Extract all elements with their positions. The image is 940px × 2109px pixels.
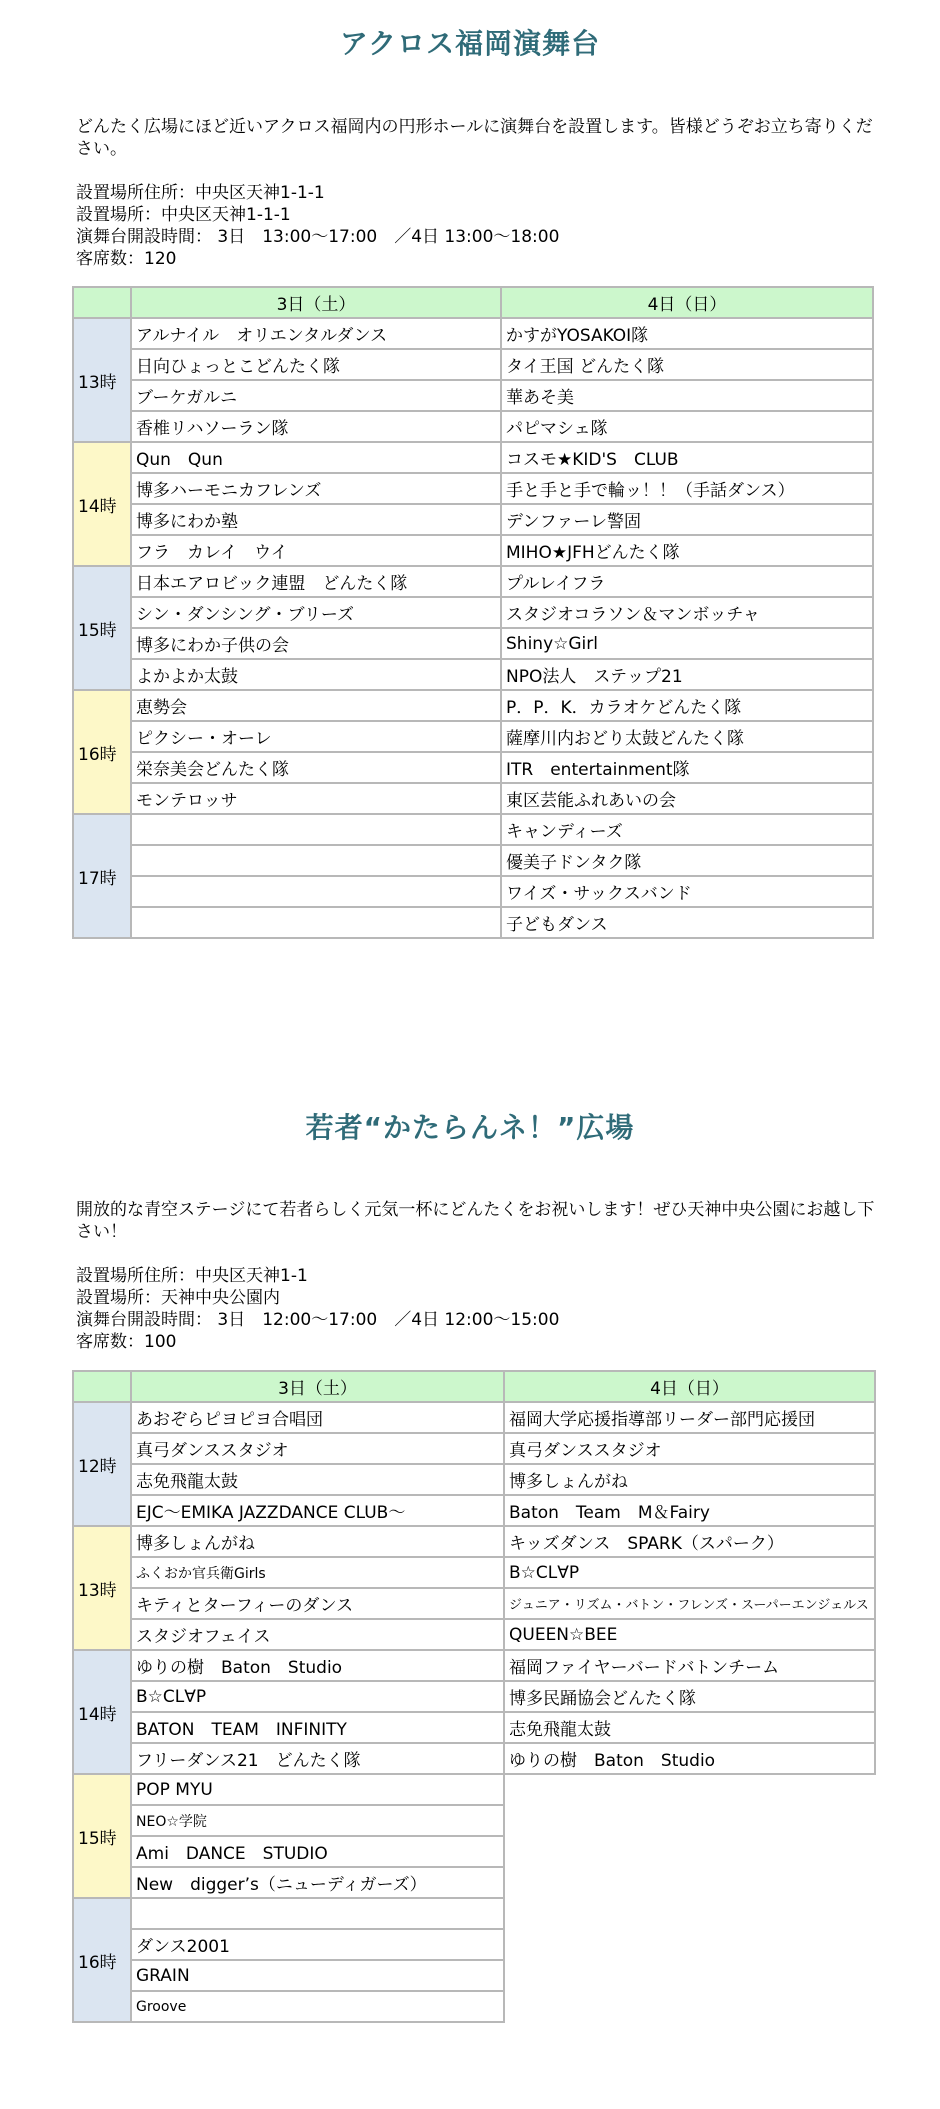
performer-day2: 優美子ドンタク隊 [501, 845, 873, 876]
performer-day2: 真弓ダンススタジオ [504, 1433, 875, 1464]
table-row [73, 628, 873, 659]
performer-day2: かすがYOSAKOI隊 [501, 318, 873, 349]
time-slot: 15時 [73, 1774, 131, 1898]
table-row [73, 783, 873, 814]
performer-day1: スタジオフェイス [131, 1619, 504, 1650]
performer-day2: プルレイフラ [501, 566, 873, 597]
section-wakamono-hiroba [0, 1106, 940, 2023]
performer-day1: シン・ダンシング・ブリーズ [131, 597, 501, 628]
header-day1: 3日（土） [131, 1371, 504, 1402]
table-row [73, 1929, 875, 1960]
performer-day1: Ami DANCE STUDIO [131, 1836, 504, 1867]
header-day1: 3日（土） [131, 287, 501, 318]
table-row [73, 721, 873, 752]
table-row [73, 1960, 875, 1991]
performer-day1: フリーダンス21 どんたく隊 [131, 1743, 504, 1774]
performer-day1: ダンス2001 [131, 1929, 504, 1960]
performer-day1: アルナイル オリエンタルダンス [131, 318, 501, 349]
venue-hours: 演舞台開設時間： 3日 12:00～17:00 ／4日 12:00～15:00 [76, 1310, 560, 1330]
performer-day1: 栄奈美会どんたく隊 [131, 752, 501, 783]
performer-day2: P．P．K．カラオケどんたく隊 [501, 690, 873, 721]
table-row [73, 411, 873, 442]
table-row [73, 1805, 875, 1836]
table-row [73, 1619, 875, 1650]
venue-location: 設置場所：中央区天神1-1-1 [76, 205, 291, 225]
performer-day1: NEO☆学院 [131, 1805, 504, 1836]
performer-day1 [131, 845, 501, 876]
table-row [73, 1991, 875, 2022]
performer-day1: キティとターフィーのダンス [131, 1588, 504, 1619]
performer-day1: 志免飛龍太鼓 [131, 1464, 504, 1495]
table-row [73, 907, 873, 938]
table-row [73, 349, 873, 380]
performer-day2: 博多民踊協会どんたく隊 [504, 1681, 875, 1712]
table-row [73, 1681, 875, 1712]
time-slot: 15時 [73, 566, 131, 690]
table-row [73, 1712, 875, 1743]
performer-day1: 博多ハーモニカフレンズ [131, 473, 501, 504]
performer-day1: ゆりの樹 Baton Studio [131, 1650, 504, 1681]
empty-cell [504, 1898, 875, 1929]
performer-day2: 薩摩川内おどり太鼓どんたく隊 [501, 721, 873, 752]
performer-day1: ブーケガルニ [131, 380, 501, 411]
time-slot: 12時 [73, 1402, 131, 1526]
performer-day2: パピマシェ隊 [501, 411, 873, 442]
header-day2: 4日（日） [504, 1371, 875, 1402]
schedule-table [72, 1370, 876, 2023]
table-row [73, 1433, 875, 1464]
table-row [73, 597, 873, 628]
time-slot: 16時 [73, 1898, 131, 2022]
table-row [73, 1495, 875, 1526]
table-row [73, 1402, 875, 1433]
venue-address: 設置場所住所：中央区天神1-1 [76, 1266, 308, 1286]
table-row [73, 473, 873, 504]
performer-day1: フラ カレイ ウイ [131, 535, 501, 566]
table-row [73, 814, 873, 845]
time-slot: 14時 [73, 442, 131, 566]
performer-day1: 真弓ダンススタジオ [131, 1433, 504, 1464]
section-intro: 開放的な青空ステージにて若者らしく元気一杯にどんたくをお祝いします！ぜひ天神中央公園にお越し下さい！ [76, 1200, 875, 1242]
performer-day1 [131, 814, 501, 845]
performer-day1: Groove [131, 1991, 504, 2022]
performer-day1: 博多しょんがね [131, 1526, 504, 1557]
section-intro: どんたく広場にほど近いアクロス福岡内の円形ホールに演舞台を設置します。皆様どうぞお立ち寄りください。 [76, 117, 873, 159]
table-row [73, 1743, 875, 1774]
performer-day2: 子どもダンス [501, 907, 873, 938]
table-row [73, 1650, 875, 1681]
venue-seats: 客席数：120 [76, 249, 177, 269]
performer-day2: キッズダンス SPARK（スパーク） [504, 1526, 875, 1557]
empty-cell [504, 1960, 875, 1991]
venue-location: 設置場所：天神中央公園内 [76, 1288, 280, 1308]
performer-day1: 博多にわか塾 [131, 504, 501, 535]
empty-cell [504, 1805, 875, 1836]
performer-day1 [131, 876, 501, 907]
performer-day2: ジュニア・リズム・バトン・フレンズ・スーパーエンジェルス [504, 1588, 875, 1619]
empty-cell [504, 1867, 875, 1898]
empty-cell [504, 1929, 875, 1960]
table-row [73, 752, 873, 783]
performer-day1: ピクシー・オーレ [131, 721, 501, 752]
table-row [73, 535, 873, 566]
performer-day1: 恵勢会 [131, 690, 501, 721]
venue-info [76, 1265, 940, 1353]
table-row [73, 504, 873, 535]
performer-day2: ワイズ・サックスバンド [501, 876, 873, 907]
performer-day1 [131, 1898, 504, 1929]
section-title: 若者“かたらんネ！”広場 [305, 1111, 635, 1144]
performer-day1: ふくおか官兵衛Girls [131, 1557, 504, 1588]
table-row [73, 876, 873, 907]
performer-day1: 香椎リハソーラン隊 [131, 411, 501, 442]
table-row [73, 380, 873, 411]
performer-day2: スタジオコラソン＆マンボッチャ [501, 597, 873, 628]
time-slot: 14時 [73, 1650, 131, 1774]
table-header-row [73, 1371, 875, 1402]
venue-address: 設置場所住所：中央区天神1-1-1 [76, 183, 325, 203]
header-blank [73, 1371, 131, 1402]
performer-day2: ゆりの樹 Baton Studio [504, 1743, 875, 1774]
performer-day2: 福岡ファイヤーバードバトンチーム [504, 1650, 875, 1681]
performer-day1: POP MYU [131, 1774, 504, 1805]
performer-day2: QUEEN☆BEE [504, 1619, 875, 1650]
performer-day1: あおぞらピヨピヨ合唱団 [131, 1402, 504, 1433]
performer-day2: 博多しょんがね [504, 1464, 875, 1495]
performer-day1: Qun Qun [131, 442, 501, 473]
performer-day2: キャンディーズ [501, 814, 873, 845]
time-slot: 16時 [73, 690, 131, 814]
table-row [73, 1898, 875, 1929]
time-slot: 13時 [73, 318, 131, 442]
venue-info [76, 182, 940, 270]
empty-cell [504, 1991, 875, 2022]
performer-day2: Shiny☆Girl [501, 628, 873, 659]
performer-day2: MIHO★JFHどんたく隊 [501, 535, 873, 566]
performer-day2: Baton Team M＆Fairy [504, 1495, 875, 1526]
performer-day1: 博多にわか子供の会 [131, 628, 501, 659]
header-blank [73, 287, 131, 318]
performer-day1: B☆CL∀P [131, 1681, 504, 1712]
venue-hours: 演舞台開設時間： 3日 13:00～17:00 ／4日 13:00～18:00 [76, 227, 560, 247]
performer-day2: タイ王国 どんたく隊 [501, 349, 873, 380]
performer-day2: 東区芸能ふれあいの会 [501, 783, 873, 814]
performer-day2: B☆CL∀P [504, 1557, 875, 1588]
table-row [73, 1557, 875, 1588]
performer-day2: ITR entertainment隊 [501, 752, 873, 783]
empty-cell [504, 1836, 875, 1867]
schedule-table [72, 286, 874, 939]
table-row [73, 1588, 875, 1619]
section-title: アクロス福岡演舞台 [339, 27, 601, 60]
performer-day2: 福岡大学応援指導部リーダー部門応援団 [504, 1402, 875, 1433]
performer-day1: New digger’s（ニューディガーズ） [131, 1867, 504, 1898]
table-row [73, 1464, 875, 1495]
performer-day1: EJC～EMIKA JAZZDANCE CLUB～ [131, 1495, 504, 1526]
performer-day2: コスモ★KID'S CLUB [501, 442, 873, 473]
performer-day2: 志免飛龍太鼓 [504, 1712, 875, 1743]
table-row [73, 1526, 875, 1557]
table-row [73, 845, 873, 876]
table-row [73, 659, 873, 690]
table-row [73, 318, 873, 349]
performer-day2: 手と手と手で輪ッ！！（手話ダンス） [501, 473, 873, 504]
performer-day2: NPO法人 ステップ21 [501, 659, 873, 690]
performer-day1: 日本エアロビック連盟 どんたく隊 [131, 566, 501, 597]
section-across-fukuoka [0, 22, 940, 939]
table-row [73, 566, 873, 597]
table-row [73, 690, 873, 721]
venue-seats: 客席数：100 [76, 1332, 177, 1352]
performer-day2: デンファーレ警固 [501, 504, 873, 535]
performer-day1 [131, 907, 501, 938]
performer-day1: モンテロッサ [131, 783, 501, 814]
time-slot: 13時 [73, 1526, 131, 1650]
performer-day2: 華あそ美 [501, 380, 873, 411]
performer-day1: GRAIN [131, 1960, 504, 1991]
table-row [73, 1836, 875, 1867]
table-row [73, 1774, 875, 1805]
table-row [73, 442, 873, 473]
table-row [73, 1867, 875, 1898]
performer-day1: よかよか太鼓 [131, 659, 501, 690]
empty-cell [504, 1774, 875, 1805]
performer-day1: BATON TEAM INFINITY [131, 1712, 504, 1743]
performer-day1: 日向ひょっとこどんたく隊 [131, 349, 501, 380]
header-day2: 4日（日） [501, 287, 873, 318]
time-slot: 17時 [73, 814, 131, 938]
table-header-row [73, 287, 873, 318]
